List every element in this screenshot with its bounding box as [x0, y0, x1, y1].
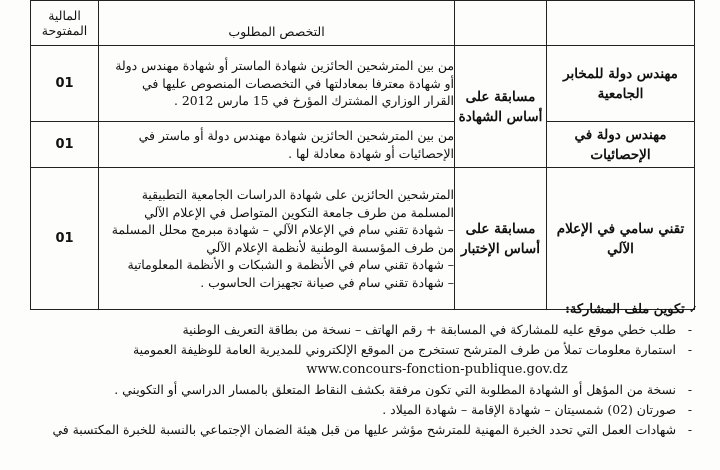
list-item: - نسخة من المؤهل أو الشهادة المطلوبة التي تكون مرفقة بكشف النقاط المتعلق بالمسار الدراسي أو التكويني .	[18, 380, 698, 400]
application-file-list	[18, 320, 698, 440]
dash-marker: -	[687, 402, 692, 417]
dash-marker: -	[687, 382, 692, 397]
table-row	[31, 168, 695, 310]
dash-marker: -	[687, 342, 692, 357]
requirement-line: – شهادة تقني سام في صيانة تجهيزات الحاسوب .	[200, 274, 454, 290]
bullet-icon: ✓	[688, 303, 698, 316]
grade-cell: مهندس دولة للمخابر الجامعية	[547, 46, 695, 122]
requirement-line: القرار الوزاري المشترك المؤرخ في 15 مارس 2012 .	[173, 93, 454, 109]
requirements-cell	[99, 168, 455, 310]
requirements-cell	[99, 122, 455, 168]
list-item: - صورتان (02) شمسيتان – شهادة الإقامة – شهادة الميلاد .	[18, 400, 698, 420]
recruitment-table	[30, 0, 695, 310]
positions-cell: 01	[31, 168, 99, 310]
dash-marker: -	[687, 322, 692, 337]
dash-marker: -	[687, 422, 692, 437]
mode-cell: مسابقة على أساس الإختبار	[455, 168, 547, 310]
mode-cell: مسابقة على أساس الشهادة	[455, 46, 547, 168]
requirement-line: أو شهادة معترفا بمعادلتها في التخصصات المنصوص عليها في	[142, 75, 454, 91]
section-title: ✓تكوين ملف المشاركة:	[565, 302, 698, 317]
header-grade	[547, 1, 695, 46]
positions-cell: 01	[31, 46, 99, 122]
requirement-line: من طرف المؤسسة الوطنية لأنظمة الإعلام الآلي	[206, 239, 454, 255]
grade-cell: مهندس دولة في الإحصائيات	[547, 122, 695, 168]
header-mode	[455, 1, 547, 46]
header-positions: المالية المفتوحة	[31, 1, 99, 46]
table-header-row	[31, 1, 695, 46]
website-url[interactable]: www.concours-fonction-publique.gov.dz	[306, 362, 568, 377]
requirement-line: الإحصائيات أو شهادة معادلة لها .	[288, 145, 454, 161]
grade-cell: تقني سامي في الإعلام الآلي	[547, 168, 695, 310]
requirement-line: – شهادة تقني سام في الأنظمة و الشبكات و الأنظمة المعلوماتية	[127, 257, 454, 272]
requirement-line: من بين المترشحين الحائزين شهادة مهندس دولة أو ماستر في	[138, 128, 454, 143]
application-file-section	[18, 300, 698, 440]
list-item: - شهادات العمل التي تحدد الخبرة المهنية للمترشح مؤشر عليها من قبل هيئة الضمان الإجتماعي بالنسبة للخبرة المكتسبة في	[18, 420, 698, 440]
table-row	[31, 46, 695, 122]
requirements-cell	[99, 46, 455, 122]
requirement-line: المترشحين الحائزين على شهادة الدراسات الجامعية التطبيقية	[141, 187, 454, 202]
header-specialty: التخصص المطلوب	[99, 1, 455, 46]
requirement-line: المسلمة من طرف جامعة التكوين المتواصل في الإعلام الآلي	[144, 204, 454, 220]
table-row	[31, 122, 695, 168]
requirement-line: – شهادة تقني سام في الإعلام الآلي – شهادة مبرمج محلل المسلمة	[111, 222, 454, 237]
list-item: - طلب خطي موقع عليه للمشاركة في المسابقة + رقم الهاتف – نسخة من بطاقة التعريف الوطنية	[18, 320, 698, 340]
requirement-line: من بين المترشحين الحائزين شهادة الماستر أو شهادة مهندس دولة	[115, 58, 454, 74]
list-item: - استمارة معلومات تملأ من طرف المترشح تستخرج من الموقع الإلكتروني للمديرية العامة للوظيفة العمومية	[18, 340, 698, 360]
positions-cell: 01	[31, 122, 99, 168]
